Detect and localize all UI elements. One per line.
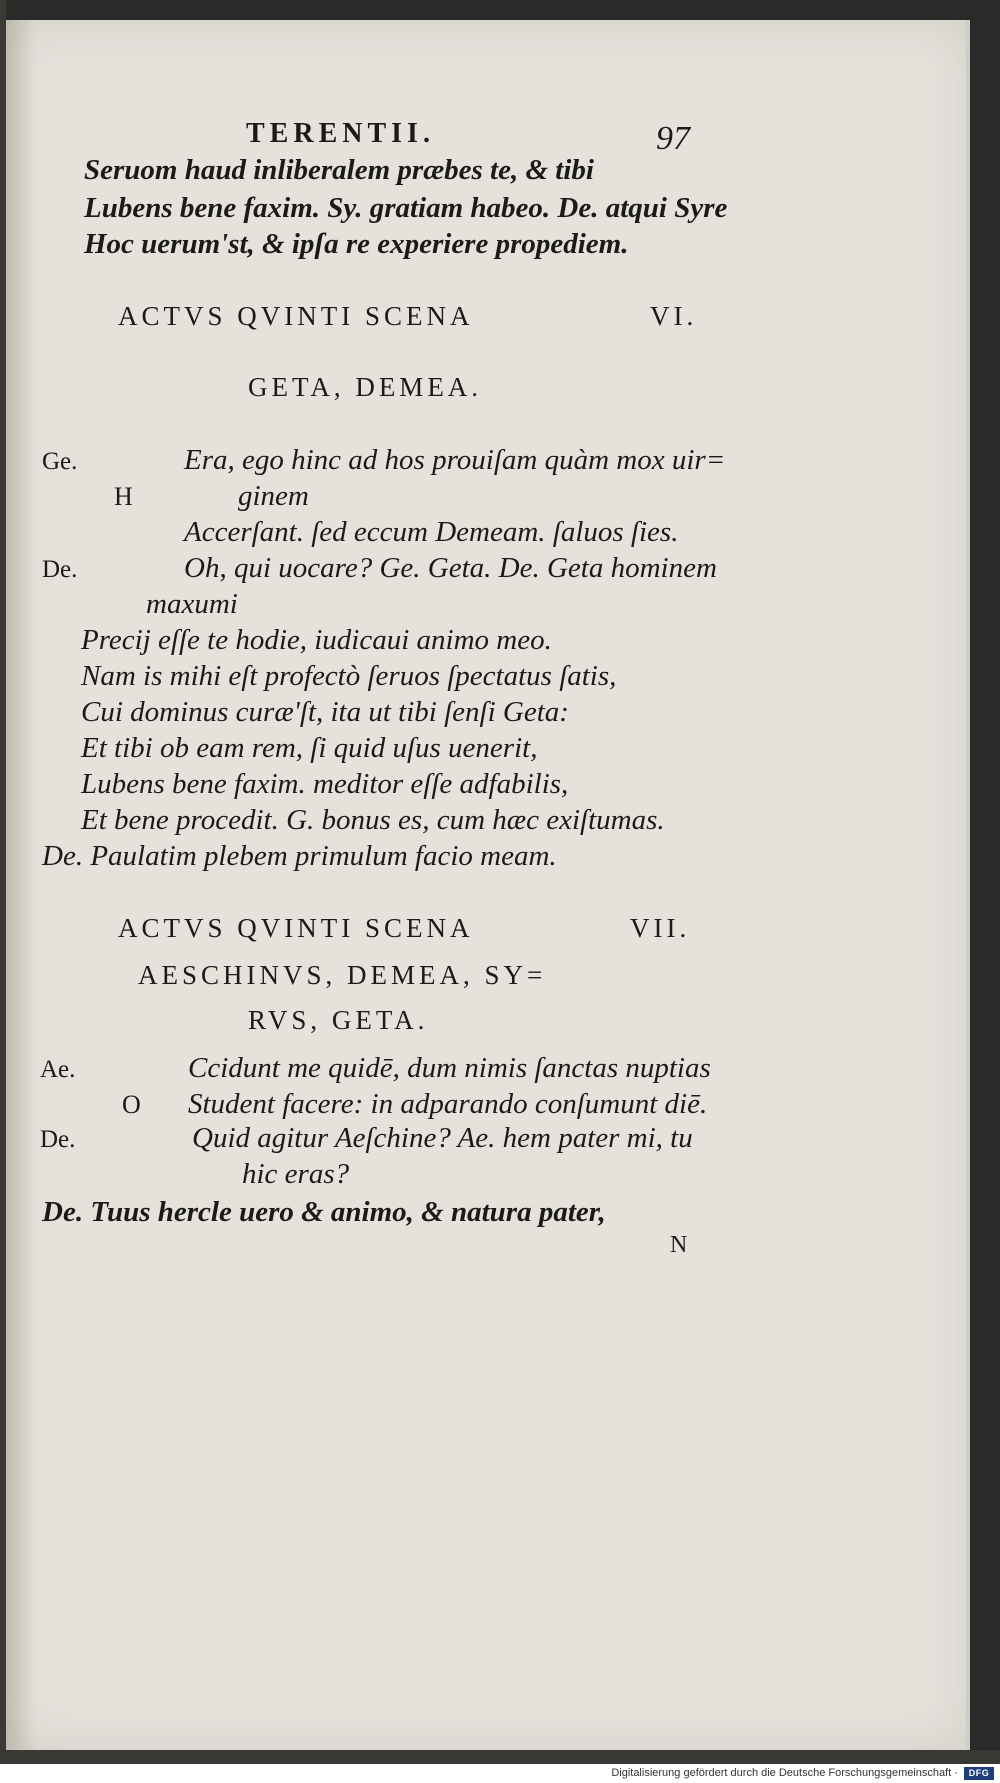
verse-line: Seruom haud inliberalem præbes te, & tibi [84,154,594,186]
initial-letter: O [122,1090,141,1119]
running-title: TERENTII. [246,118,435,149]
scene-number: VII. [630,913,691,943]
verse-line: Student facere: in adparando conſumunt diē. [188,1088,708,1120]
verse-line: Precij eſſe te hodie, iudicaui animo meo. [81,624,552,656]
scene-number: VI. [650,301,698,331]
scene-characters: RVS, GETA. [248,1005,429,1035]
footer-credit: Digitalisierung gefördert durch die Deutsche Forschungsgemeinschaft · [611,1767,958,1779]
verse-line: Hoc uerum'st, & ipſa re experiere propediem. [84,228,629,260]
scene-characters: GETA, DEMEA. [248,372,483,402]
verse-line: De. Paulatim plebem primulum facio meam. [42,840,557,872]
page-edge [966,20,970,1750]
verse-line: ginem [238,480,309,512]
speaker-label: Ae. [40,1056,76,1083]
verse-line: Nam is mihi eſt profectò ſeruos ſpectatus ſatis, [81,660,617,692]
scene-characters: AESCHINVS, DEMEA, SY= [138,960,547,990]
book-page [6,20,970,1750]
verse-line: Era, ego hinc ad hos prouiſam quàm mox uir= [184,444,726,476]
scene-heading: ACTVS QVINTI SCENA [118,301,474,331]
verse-line: Cui dominus curæ'ſt, ita ut tibi ſenſi Geta: [81,696,569,728]
verse-line: Accerſant. ſed eccum Demeam. ſaluos ſies. [184,516,679,548]
verse-line: Et bene procedit. G. bonus es, cum hæc exiſtumas. [81,804,665,836]
verse-line: Lubens bene faxim. meditor eſſe adfabilis, [81,768,569,800]
verse-line: De. Tuus hercle uero & animo, & natura pater, [42,1196,606,1228]
scene-heading: ACTVS QVINTI SCENA [118,913,474,943]
scan-frame-bottom [0,1750,1000,1764]
verse-line: Lubens bene faxim. Sy. gratiam habeo. De. atqui Syre [84,192,728,224]
folio-number: 97 [656,120,690,157]
verse-line: Quid agitur Aeſchine? Ae. hem pater mi, tu [192,1122,693,1154]
signature-mark: N [670,1232,688,1258]
speaker-label: Ge. [42,448,78,475]
verse-line: Oh, qui uocare? Ge. Geta. De. Geta hominem [184,552,717,584]
speaker-label: De. [42,556,78,583]
verse-line: maxumi [146,588,238,620]
initial-letter: H [114,482,133,511]
speaker-label: De. [40,1126,76,1153]
gutter-shadow [6,20,36,1750]
verse-line: Et tibi ob eam rem, ſi quid uſus uenerit, [81,732,538,764]
digitization-footer [0,1764,1000,1783]
verse-line: hic eras? [242,1158,350,1190]
dfg-logo: DFG [964,1767,994,1780]
verse-line: Ccidunt me quidē, dum nimis ſanctas nuptias [188,1052,711,1084]
